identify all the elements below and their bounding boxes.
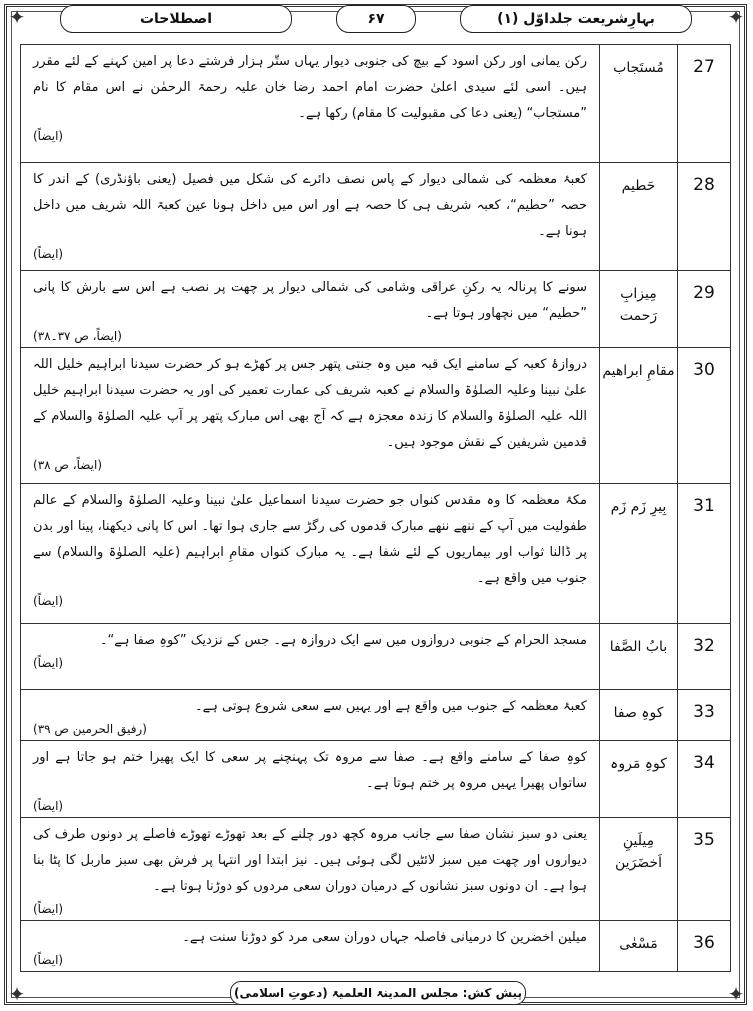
row-number: 28 <box>678 163 731 271</box>
term-description-cell <box>21 741 600 818</box>
table-row <box>21 45 731 163</box>
term-name: مِیزابِ رَحمت <box>600 271 678 348</box>
term-description-cell <box>21 690 600 741</box>
corner-ornament-icon: ✦ <box>8 982 26 1006</box>
table-row <box>21 818 731 921</box>
term-description: دروازۂ کعبہ کے سامنے ایک قبہ میں وہ جنتی پتھر جس پر کھڑے ہو کر حضرت سیدنا ابراہیم خلیل اللہ علیٰ نبینا وعلیہ الصلوٰۃ والسلام نے کعبہ شریف کی عمارت تعمیر کی اور یہ حضرت سیدنا ابراہیم خلیل اللہ علیہ الصلوٰۃ والسلام کا زندہ معجزہ ہے کہ آج بھی اس مبارک پتھر پر آپ علیہ الصلوٰۃ والسلام کے قدمین شریفین کے نقش موجود ہیں۔ <box>33 357 587 450</box>
table-row <box>21 163 731 271</box>
term-name: مِیلَینِ اَخضَرَین <box>600 818 678 921</box>
corner-ornament-icon: ✦ <box>727 982 745 1006</box>
term-description-cell <box>21 484 600 624</box>
term-description: سونے کا پرنالہ یہ رکنِ عراقی وشامی کی شمالی دیوار پر چھت پر نصب ہے اس سے بارش کا پانی ”حطیم“ میں نچھاور ہوتا ہے۔ <box>33 280 587 321</box>
row-number: 27 <box>678 45 731 163</box>
reference-citation: (ایضاً) <box>33 799 64 813</box>
term-description: کوہِ صفا کے سامنے واقع ہے۔ صفا سے مروہ تک پہنچنے پر سعی کا ایک پھیرا ختم ہو جاتا ہے اور ساتواں پھیرا یہیں مروہ پر ختم ہوتا ہے۔ <box>33 750 587 791</box>
term-description-cell <box>21 818 600 921</box>
reference-citation: (ایضاً) <box>33 656 64 670</box>
term-name: بِیرِ زَم زَم <box>600 484 678 624</box>
reference-citation: (ایضاً) <box>33 129 64 143</box>
page-header <box>60 5 692 33</box>
term-name: کوہِ صفا <box>600 690 678 741</box>
table-row <box>21 348 731 484</box>
term-description: مکۂ معظمہ کا وہ مقدس کنواں جو حضرت سیدنا اسماعیل علیٰ نبینا وعلیہ الصلوٰۃ والسلام کے عالم طفولیت میں آپ کے ننھے ننھے مبارک قدموں کی رگڑ سے جاری ہوا تھا۔ اس کا پانی دیکھنا، پینا اور بدن پر ڈالنا ثواب اور بیماریوں کے لئے شفا ہے۔ یہ مبارک کنواں مقامِ ابراہیم (علیہ الصلوٰۃ والسلام) سے جنوب میں واقع ہے۔ <box>33 493 587 586</box>
term-name: حَطیم <box>600 163 678 271</box>
table-row <box>21 741 731 818</box>
row-number: 32 <box>678 624 731 690</box>
reference-citation: (ایضاً) <box>33 902 64 916</box>
table-row <box>21 271 731 348</box>
term-name: مَسْعٰی <box>600 921 678 972</box>
reference-citation: (ایضاً) <box>33 953 64 967</box>
term-description: رکن یمانی اور رکن اسود کے بیچ کی جنوبی دیوار یہاں ستّر ہزار فرشتے دعا پر امین کہنے کے لئے مقرر ہیں۔ اسی لئے سیدی اعلیٰ حضرت امام احمد رضا خان علیہ رحمۃ الرحمٰن نے اس مقام کا نام ”مستجاب“ (یعنی دعا کی مقبولیت کا مقام) رکھا ہے۔ <box>33 54 587 121</box>
row-number: 35 <box>678 818 731 921</box>
term-description: میلین اخضرین کا درمیانی فاصلہ جہاں دوران سعی مرد کو دوڑنا سنت ہے۔ <box>182 930 587 945</box>
term-description-cell <box>21 271 600 348</box>
term-description-cell <box>21 163 600 271</box>
row-number: 30 <box>678 348 731 484</box>
terms-table <box>20 44 731 972</box>
term-name: مُستَجاب <box>600 45 678 163</box>
term-description-cell <box>21 624 600 690</box>
term-name: مقامِ ابراھیم <box>600 348 678 484</box>
table-row <box>21 921 731 972</box>
publisher-footer: پیش کش: مجلس المدینۃ العلمیۃ (دعوتِ اسلامی) <box>230 981 526 1005</box>
reference-citation: (ایضاً، ص ۳۷۔۳۸) <box>33 329 122 343</box>
term-description: مسجد الحرام کے جنوبی دروازوں میں سے ایک دروازہ ہے۔ جس کے نزدیک ”کوہِ صفا ہے“۔ <box>99 633 587 648</box>
row-number: 36 <box>678 921 731 972</box>
reference-citation: (رفیق الحرمین ص ۳۹) <box>33 722 147 736</box>
row-number: 34 <box>678 741 731 818</box>
reference-citation: (ایضاً) <box>33 594 64 608</box>
reference-citation: (ایضاً) <box>33 247 64 261</box>
corner-ornament-icon: ✦ <box>8 5 26 29</box>
table-row <box>21 624 731 690</box>
term-description: کعبۂ معظمہ کی شمالی دیوار کے پاس نصف دائرے کی شکل میں فصیل (یعنی باؤنڈری) کے اندر کا حصہ ”حطیم“، کعبہ شریف ہی کا حصہ ہے اور اس میں داخل ہونا عین کعبۃ اللہ شریف میں داخل ہونا ہے۔ <box>33 172 587 239</box>
chapter-title: اصطلاحات <box>60 5 292 33</box>
row-number: 33 <box>678 690 731 741</box>
page-number: ۶۷ <box>336 5 416 33</box>
term-description-cell <box>21 348 600 484</box>
table-row <box>21 690 731 741</box>
term-name: کوہِ مَروہ <box>600 741 678 818</box>
term-description-cell <box>21 921 600 972</box>
row-number: 29 <box>678 271 731 348</box>
corner-ornament-icon: ✦ <box>727 5 745 29</box>
row-number: 31 <box>678 484 731 624</box>
term-description: یعنی دو سبز نشان صفا سے جانب مروہ کچھ دور چلنے کے بعد تھوڑے تھوڑے فاصلے پر دونوں طرف کی دیواروں اور چھت میں سبز لائٹیں لگی ہوئی ہیں۔ نیز ابتدا اور انتہا پر فرش بھی سبز ماربل کا پٹا بنا ہوا ہے۔ ان دونوں سبز نشانوں کے درمیان دوران سعی مردوں کو دوڑنا ہوتا ہے۔ <box>33 827 587 894</box>
term-description-cell <box>21 45 600 163</box>
term-description: کعبۂ معظمہ کے جنوب میں واقع ہے اور یہیں سے سعی شروع ہوتی ہے۔ <box>195 699 587 714</box>
reference-citation: (ایضاً، ص ۳۸) <box>33 458 103 472</box>
term-name: بابُ الصَّفا <box>600 624 678 690</box>
book-title: بہارِشریعت جلداوّل (۱) <box>460 5 692 33</box>
table-row <box>21 484 731 624</box>
